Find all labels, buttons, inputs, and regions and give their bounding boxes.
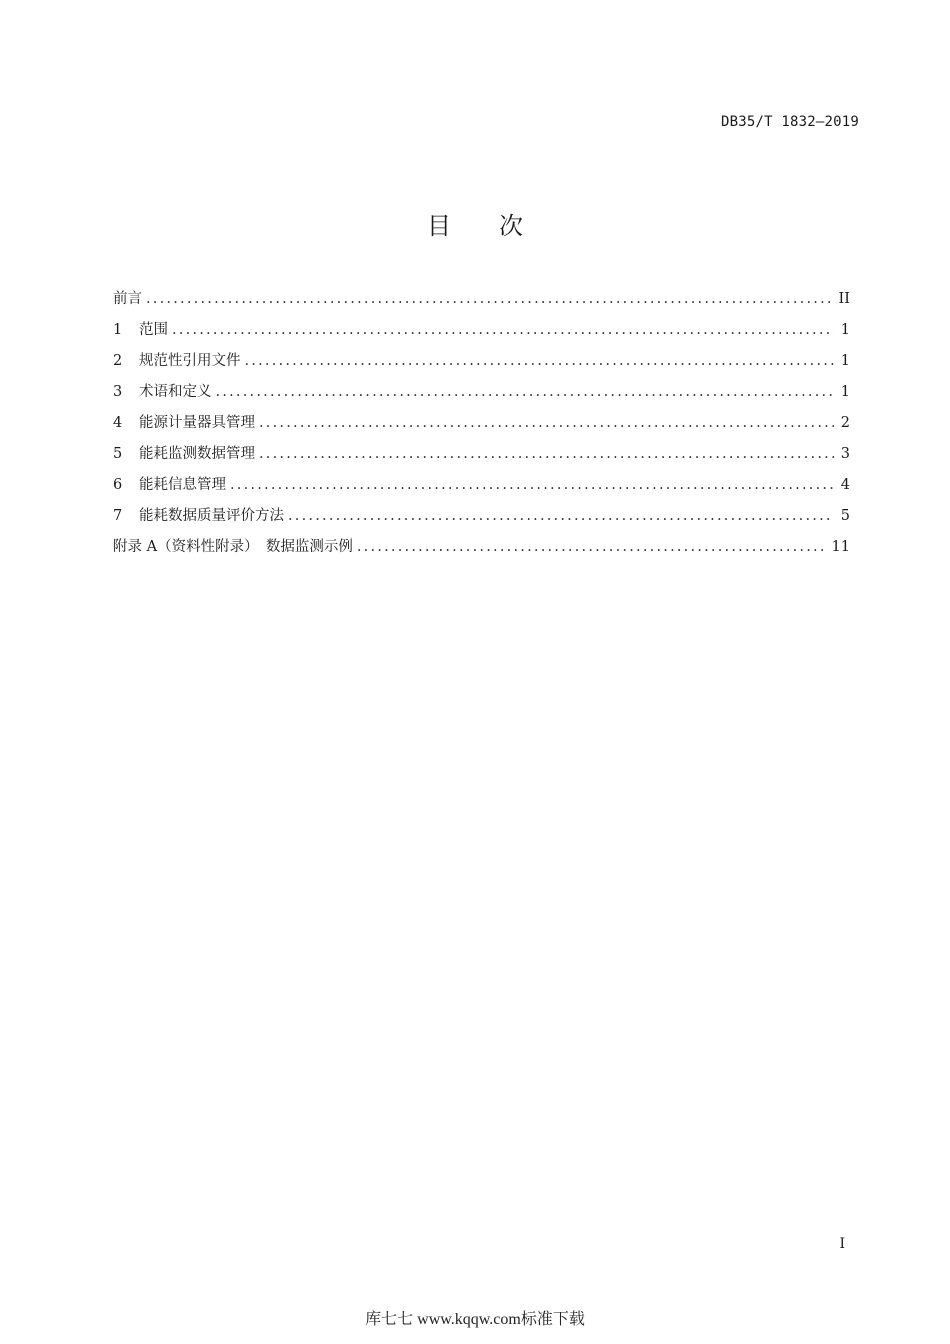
toc-entry-label: 能耗信息管理 [139,477,226,493]
toc-dot-leader [259,415,834,431]
toc-entry-number: 2 [113,353,123,369]
toc-entry-foreword[interactable] [113,287,850,318]
toc-entry-page: 11 [831,539,850,555]
toc-entry-terms-definitions[interactable] [113,380,850,411]
table-of-contents [113,287,850,566]
toc-entry-label: 能耗监测数据管理 [139,446,255,462]
toc-entry-page: 1 [840,322,850,338]
page-number: I [839,1236,845,1252]
toc-dot-leader [172,322,834,338]
toc-entry-number: 1 [113,322,123,338]
toc-entry-label: 能源计量器具管理 [139,415,255,431]
toc-entry-page: 1 [840,353,850,369]
footer-watermark-text: 库七七 www.kqqw.com标准下载 [365,1311,585,1328]
toc-entry-monitoring-data[interactable] [113,442,850,473]
toc-dot-leader [245,353,835,369]
toc-dot-leader [230,477,834,493]
standard-code: DB35/T 1832—2019 [720,114,859,130]
toc-entry-number: 3 [113,384,123,400]
toc-dot-leader [146,291,833,307]
toc-entry-page: 3 [840,446,850,462]
toc-dot-leader [288,508,834,524]
toc-entry-label: 能耗数据质量评价方法 [139,508,284,524]
toc-entry-label: 术语和定义 [139,384,212,400]
toc-entry-number: 5 [113,446,123,462]
toc-dot-leader [357,539,826,555]
toc-entry-metering-instruments[interactable] [113,411,850,442]
toc-entry-page: 2 [840,415,850,431]
toc-entry-page: II [838,291,850,307]
toc-entry-consumption-info[interactable] [113,473,850,504]
toc-entry-appendix-a[interactable] [113,535,850,566]
toc-entry-label: 前言 [113,291,142,307]
toc-entry-number: 7 [113,508,123,524]
page-title: 目次 [427,212,571,240]
toc-entry-page: 1 [840,384,850,400]
toc-entry-page: 5 [840,508,850,524]
toc-entry-normative-references[interactable] [113,349,850,380]
toc-entry-label: 规范性引用文件 [139,353,241,369]
toc-entry-page: 4 [840,477,850,493]
toc-entry-number: 6 [113,477,123,493]
toc-entry-scope[interactable] [113,318,850,349]
toc-dot-leader [216,384,835,400]
toc-entry-quality-evaluation[interactable] [113,504,850,535]
toc-entry-label: 附录 A（资料性附录） 数据监测示例 [113,539,353,555]
toc-entry-label: 范围 [139,322,168,338]
toc-dot-leader [259,446,834,462]
toc-entry-number: 4 [113,415,123,431]
